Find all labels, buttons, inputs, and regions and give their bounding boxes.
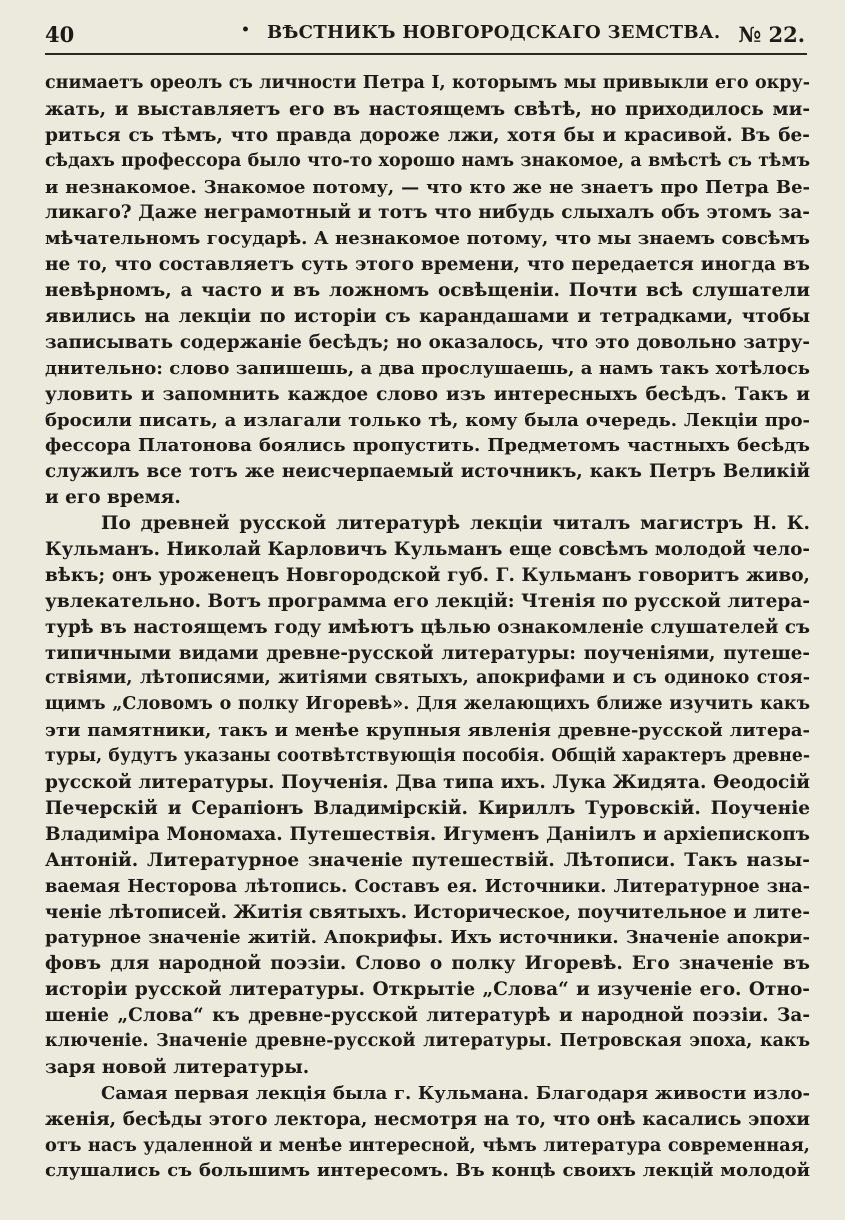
text-line: фовъ для народной поэзіи. Слово о полку Игоревѣ. Его значеніе въ bbox=[45, 953, 810, 975]
text-line: служилъ все тотъ же неисчерпаемый источникъ, какъ Петръ Великій bbox=[45, 461, 810, 483]
text-line: Кульманъ. Николай Карловичъ Кульманъ еще совсѣмъ молодой чело- bbox=[45, 539, 810, 561]
text-line: туры, будутъ указаны соотвѣтствующія пособія. Общій характеръ древне- bbox=[45, 746, 810, 767]
paragraph-start-line: Самая первая лекція была г. Кульмана. Благодаря живости изло- bbox=[101, 1082, 810, 1104]
text-line: фессора Платонова боялись пропустить. Предметомъ частныхъ бесѣдъ bbox=[45, 435, 810, 457]
text-line: женія, бесѣды этого лектора, несмотря на то, что онѣ касались эпохи bbox=[45, 1108, 810, 1130]
text-line: бросили писать, а излагали только тѣ, кому была очередь. Лекціи про- bbox=[45, 409, 810, 431]
text-line: явились на лекціи по исторіи съ карандашами и тетрадками, чтобы bbox=[45, 306, 810, 328]
text-line: снимаетъ ореолъ съ личности Петра I, которымъ мы привыкли его окру- bbox=[45, 73, 810, 93]
text-line: уловить и запомнить каждое слово изъ интересныхъ бесѣдъ. Такъ и bbox=[45, 383, 810, 405]
issue-number: № 22. bbox=[738, 22, 805, 47]
paragraph-end-line: заря новой литературы. bbox=[45, 1056, 310, 1078]
text-line: увлекательно. Вотъ программа его лекцій: Чтенія по русской литера- bbox=[45, 590, 810, 612]
running-header bbox=[45, 18, 805, 54]
text-line: записывать содержаніе бесѣдъ; но оказалось, что это довольно затру- bbox=[45, 331, 810, 353]
text-line: слушались съ большимъ интересомъ. Въ концѣ своихъ лекцій молодой bbox=[45, 1160, 810, 1182]
text-line: и незнакомое. Знакомое потому, — что кто же не знаетъ про Петра Ве- bbox=[45, 176, 810, 198]
text-line: щимъ „Словомъ о полку Игоревѣ». Для желающихъ ближе изучить какъ bbox=[45, 694, 810, 715]
text-line: не то, что составляетъ суть этого времени, что передается иногда въ bbox=[45, 254, 810, 276]
text-line: риться съ тѣмъ, что правда дороже лжи, хотя бы и красивой. Въ бе- bbox=[45, 124, 810, 146]
article-body bbox=[45, 71, 810, 1184]
text-line: отъ насъ удаленной и менѣе интересной, чѣмъ литература современная, bbox=[45, 1134, 810, 1156]
text-line: ратурное значеніе житій. Апокрифы. Ихъ источники. Значеніе апокри- bbox=[45, 927, 810, 949]
text-line: мѣчательномъ государѣ. А незнакомое потому, что мы знаемъ совсѣмъ bbox=[45, 228, 810, 250]
text-line: ключеніе. Значеніе древне-русской литературы. Петровская эпоха, какъ bbox=[45, 1030, 810, 1051]
text-line: ченіе лѣтописей. Житія святыхъ. Историческое, поучительное и лите- bbox=[45, 901, 810, 923]
paragraph-end-line: и его время. bbox=[45, 487, 181, 509]
text-line: Печерскій и Серапіонъ Владимірскій. Кириллъ Туровскій. Поученіе bbox=[45, 797, 810, 819]
text-line: Антоній. Литературное значеніе путешествій. Лѣтописи. Такъ назы- bbox=[45, 849, 810, 871]
text-line: ваемая Несторова лѣтопись. Составъ ея. Источники. Литературное зна- bbox=[45, 875, 810, 897]
text-line: днительно: слово запишешь, а два прослушаешь, а намъ такъ хотѣлось bbox=[45, 357, 810, 379]
text-line: сѣдахъ профессора было что-то хорошо намъ знакомое, а вмѣстѣ съ тѣмъ bbox=[45, 150, 810, 171]
text-line: турѣ въ настоящемъ году имѣютъ цѣлью ознакомленіе слушателей съ bbox=[45, 616, 810, 638]
text-line: ствіями, лѣтописями, житіями святыхъ, апокрифами и съ одиноко стоя- bbox=[45, 668, 810, 689]
text-line: шеніе „Слова“ къ древне-русской литературѣ и народной поэзіи. За- bbox=[45, 1005, 810, 1027]
text-line: исторіи русской литературы. Открытіе „Слова“ и изученіе его. Отно- bbox=[45, 979, 810, 1001]
text-line: Владиміра Мономаха. Путешествія. Игуменъ Даніилъ и архіепископъ bbox=[45, 823, 810, 845]
text-line: эти памятники, такъ и менѣе крупныя явленія древне-русской литера- bbox=[45, 720, 810, 742]
page-number: 40 bbox=[45, 22, 75, 47]
journal-title: ВѢСТНИКЪ НОВГОРОДСКАГО ЗЕМСТВА. bbox=[267, 22, 721, 43]
header-rule bbox=[45, 53, 807, 55]
text-line: ликаго? Даже неграмотный и тотъ что нибудь слыхалъ объ этомъ за- bbox=[45, 202, 810, 224]
text-line: невѣрномъ, а часто и въ ложномъ освѣщеніи. Почти всѣ слушатели bbox=[45, 280, 810, 302]
text-line: русской литературы. Поученія. Два типа ихъ. Лука Жидята. Ѳеодосій bbox=[45, 772, 810, 794]
text-line: вѣкъ; онъ уроженецъ Новгородской губ. Г. Кульманъ говоритъ живо, bbox=[45, 564, 810, 586]
text-line: типичными видами древне-русской литературы: поученіями, путеше- bbox=[45, 642, 810, 664]
paragraph-start-line: По древней русской литературѣ лекціи читалъ магистръ Н. К. bbox=[101, 513, 810, 535]
header-ornament: • bbox=[241, 22, 250, 38]
text-line: жать, и выставляетъ его въ настоящемъ свѣтѣ, но приходилось ми- bbox=[45, 98, 810, 120]
